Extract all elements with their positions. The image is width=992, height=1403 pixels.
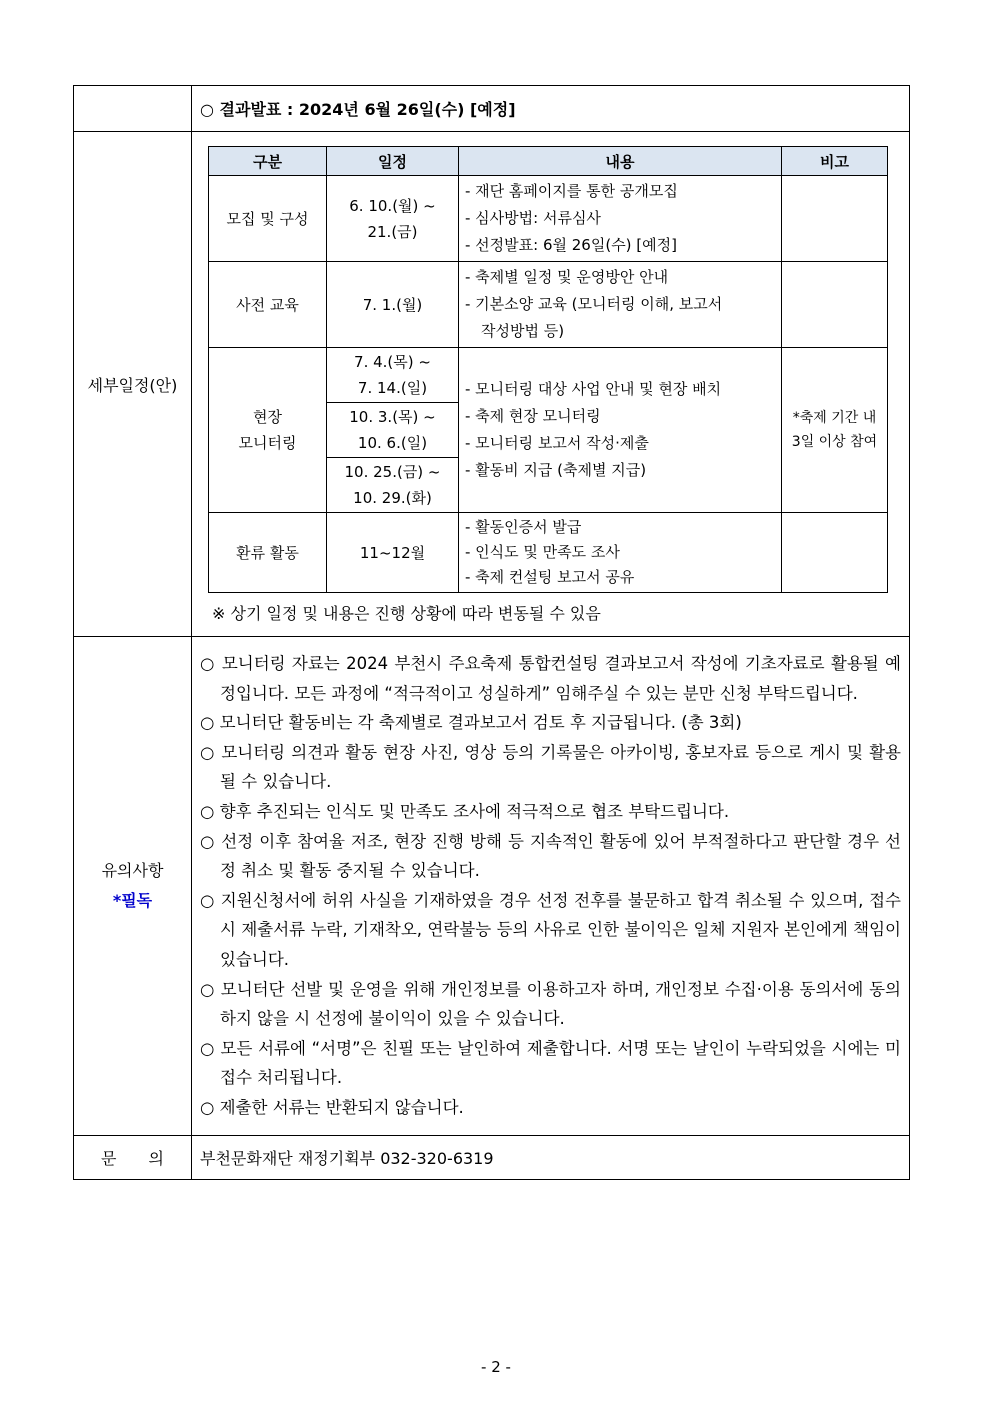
- content-line: - 인식도 및 만족도 조사: [465, 543, 620, 561]
- required-badge: *필독: [112, 890, 153, 910]
- schedule-row-education: [209, 262, 888, 348]
- notice-item: ○ 선정 이후 참여율 저조, 현장 진행 방해 등 지속적인 활동에 있어 부적절하다고 판단할 경우 선정 취소 및 활동 중지될 수 있습니다.: [200, 831, 901, 881]
- remark-line: *축제 기간 내: [792, 410, 877, 426]
- notice-item: ○ 향후 추진되는 인식도 및 만족도 조사에 적극적으로 협조 부탁드립니다.: [200, 801, 730, 821]
- header-remark: 비고: [782, 147, 888, 176]
- category-cell: 모집 및 구성: [209, 176, 327, 262]
- notice-item: ○ 모든 서류에 “서명”은 친필 또는 날인하여 제출합니다. 서명 또는 날인이 누락되었을 시에는 미접수 처리됩니다.: [200, 1038, 901, 1088]
- date-cell: [327, 348, 459, 403]
- contact-label: 문 의: [74, 1135, 192, 1179]
- schedule-header-row: [209, 147, 888, 176]
- date-line: 10. 25.(금) ~: [344, 463, 441, 481]
- info-table: [73, 85, 910, 1180]
- notices-cell: [192, 637, 910, 1136]
- date-line: 21.(금): [367, 222, 418, 241]
- schedule-label: 세부일정(안): [74, 132, 192, 637]
- content-line: 작성방법 등): [481, 322, 565, 340]
- content-cell: [459, 513, 782, 593]
- date-line: 7. 1.(월): [362, 295, 423, 314]
- header-date: 일정: [327, 147, 459, 176]
- remark-line: 3일 이상 참여: [791, 434, 878, 450]
- schedule-note: ※ 상기 일정 및 내용은 진행 상황에 따라 변동될 수 있음: [212, 604, 601, 623]
- date-cell: [327, 176, 459, 262]
- notice-item: ○ 모니터링 자료는 2024 부천시 주요축제 통합컨설팅 결과보고서 작성에 기초자료로 활용될 예정입니다. 모든 과정에 “적극적이고 성실하게” 임해주실 수 있는 분만 신청 부탁드립니다.: [200, 654, 901, 703]
- content-line: - 심사방법: 서류심사: [465, 209, 601, 227]
- contact-row: [74, 1135, 910, 1179]
- category-cell: 환류 활동: [209, 513, 327, 593]
- category-line: 모니터링: [238, 434, 297, 452]
- content-line: - 활동인증서 발급: [465, 518, 582, 536]
- schedule-row: [74, 132, 910, 637]
- remark-cell: [782, 513, 888, 593]
- result-announcement: ○ 결과발표 : 2024년 6월 26일(수) [예정]: [192, 86, 910, 132]
- notice-item: ○ 제출한 서류는 반환되지 않습니다.: [200, 1097, 464, 1117]
- page-number: - 2 -: [481, 1358, 511, 1376]
- category-line: 현장: [253, 408, 282, 426]
- content-line: - 축제 현장 모니터링: [465, 407, 601, 425]
- date-cell: [327, 262, 459, 348]
- notice-item: ○ 모니터단 선발 및 운영을 위해 개인정보를 이용하고자 하며, 개인정보 수집·이용 동의서에 동의하지 않을 시 선정에 불이익이 있을 수 있습니다.: [200, 979, 901, 1029]
- schedule-row-monitoring: [209, 348, 888, 403]
- schedule-row-feedback: [209, 513, 888, 593]
- content-line: - 선정발표: 6월 26일(수) [예정]: [465, 236, 677, 254]
- date-line: 7. 4.(목) ~: [354, 353, 431, 371]
- notice-item: ○ 지원신청서에 허위 사실을 기재하였을 경우 선정 전후를 불문하고 합격 취소될 수 있으며, 접수 시 제출서류 누락, 기재착오, 연락불능 등의 사유로 인한 불이익은 일체 지원자 본인에게 책임이 있습니다.: [200, 890, 901, 969]
- date-line: 10. 29.(화): [353, 489, 432, 507]
- notices-label: 유의사항: [101, 860, 164, 880]
- content-line: - 재단 홈페이지를 통한 공개모집: [465, 182, 678, 200]
- empty-label-cell: [74, 86, 192, 132]
- remark-cell: [782, 348, 888, 513]
- content-line: - 활동비 지급 (축제별 지급): [465, 461, 647, 479]
- category-cell: [209, 348, 327, 513]
- remark-cell: [782, 262, 888, 348]
- date-cell: [327, 513, 459, 593]
- date-line: 10. 6.(일): [357, 434, 428, 452]
- remark-cell: [782, 176, 888, 262]
- notices-row: [74, 637, 910, 1136]
- header-content: 내용: [459, 147, 782, 176]
- result-row: [74, 86, 910, 132]
- contact-value: 부천문화재단 재정기획부 032-320-6319: [192, 1135, 910, 1179]
- content-cell: [459, 262, 782, 348]
- date-line: 10. 3.(목) ~: [349, 408, 436, 426]
- content-line: - 모니터링 보고서 작성·제출: [465, 434, 649, 452]
- date-line: 6. 10.(월) ~: [349, 196, 436, 215]
- schedule-table: [208, 146, 888, 593]
- date-line: 11~12월: [359, 543, 426, 562]
- header-category: 구분: [209, 147, 327, 176]
- schedule-row-recruit: [209, 176, 888, 262]
- content-cell: [459, 176, 782, 262]
- content-line: - 기본소양 교육 (모니터링 이해, 보고서: [465, 295, 723, 313]
- content-cell: [459, 348, 782, 513]
- category-cell: 사전 교육: [209, 262, 327, 348]
- content-line: - 축제별 일정 및 운영방안 안내: [465, 268, 669, 286]
- content-line: - 축제 컨설팅 보고서 공유: [465, 568, 635, 586]
- notice-item: ○ 모니터단 활동비는 각 축제별로 결과보고서 검토 후 지급됩니다. (총 3회): [200, 713, 742, 733]
- content-line: - 모니터링 대상 사업 안내 및 현장 배치: [465, 380, 722, 398]
- notice-item: ○ 모니터링 의견과 활동 현장 사진, 영상 등의 기록물은 아카이빙, 홍보자료 등으로 게시 및 활용될 수 있습니다.: [200, 742, 901, 792]
- date-line: 7. 14.(일): [357, 379, 428, 397]
- schedule-cell: [192, 132, 910, 637]
- date-cell: [327, 403, 459, 458]
- notices-label-cell: [74, 637, 192, 1136]
- date-cell: [327, 458, 459, 513]
